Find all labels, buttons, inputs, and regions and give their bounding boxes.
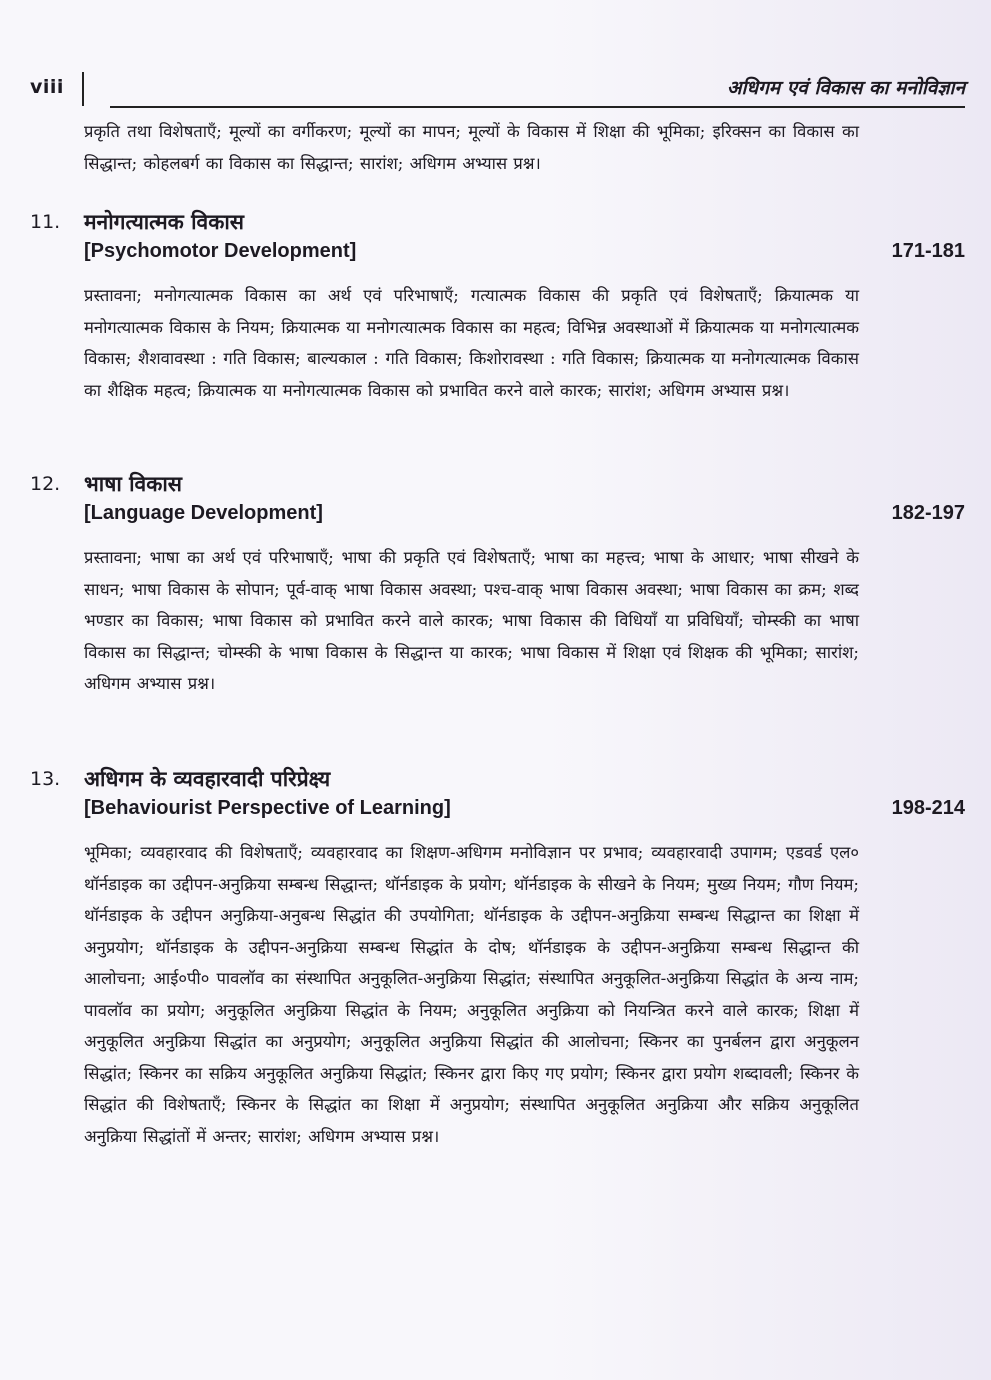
chapter-title-hindi: भाषा विकास (84, 472, 182, 496)
running-title: अधिगम एवं विकास का मनोविज्ञान (726, 77, 965, 99)
header-divider (82, 72, 84, 106)
chapter-title-hindi: अधिगम के व्यवहारवादी परिप्रेक्ष्य (84, 767, 331, 791)
chapter-page-range: 198-214 (891, 797, 965, 819)
chapter-title-english: [Language Development] (84, 502, 323, 524)
continued-chapter-description: प्रकृति तथा विशेषताएँ; मूल्यों का वर्गीकरण; मूल्यों का मापन; मूल्यों के विकास में शिक्षा की भूमिका; इरिक्सन का विकास का सिद्धान्त; कोहलबर्ग का विकास का सिद्धान्त; सारांश; अधिगम अभ्यास प्रश्न। (84, 122, 859, 173)
chapter-number: 13. (30, 768, 61, 790)
chapter-number: 11. (30, 211, 61, 233)
chapter-description: प्रस्तावना; मनोगत्यात्मक विकास का अर्थ एवं परिभाषाएँ; गत्यात्मक विकास की प्रकृति एवं विशेषताएँ; क्रियात्मक या मनोगत्यात्मक विकास के नियम; क्रियात्मक या मनोगत्यात्मक विकास का महत्व; विभिन्न अवस्थाओं में क्रियात्मक या मनोगत्यात्मक विकास; शैशवावस्था : गति विकास; बाल्यकाल : गति विकास; किशोरावस्था : गति विकास; क्रियात्मक या मनोगत्यात्मक विकास का शैक्षिक महत्व; क्रियात्मक या मनोगत्यात्मक विकास को प्रभावित करने वाले कारक; सारांश; अधिगम अभ्यास प्रश्न। (84, 286, 859, 400)
chapter-title-hindi: मनोगत्यात्मक विकास (84, 210, 244, 234)
chapter-number: 12. (30, 473, 61, 495)
chapter-page-range: 171-181 (891, 240, 965, 262)
page-number: viii (30, 76, 64, 98)
header-rule-line (110, 106, 965, 108)
chapter-title-english: [Psychomotor Development] (84, 240, 357, 262)
page-header (30, 72, 965, 106)
chapter-description: प्रस्तावना; भाषा का अर्थ एवं परिभाषाएँ; भाषा की प्रकृति एवं विशेषताएँ; भाषा का महत्त्व; भाषा के आधार; भाषा सीखने के साधन; भाषा विकास के सोपान; पूर्व-वाक् भाषा विकास अवस्था; पश्च-वाक् भाषा विकास अवस्था; भाषा विकास का क्रम; शब्द भण्डार का विकास; भाषा विकास को प्रभावित करने वाले कारक; भाषा विकास की विधियाँ या प्रविधियाँ; चोम्स्की का भाषा विकास का सिद्धान्त; चोम्स्की के भाषा विकास के सिद्धान्त या कारक; भाषा विकास में शिक्षा एवं शिक्षक की भूमिका; सारांश; अधिगम अभ्यास प्रश्न। (84, 548, 859, 693)
chapter-page-range: 182-197 (891, 502, 965, 524)
chapter-description: भूमिका; व्यवहारवाद की विशेषताएँ; व्यवहारवाद का शिक्षण-अधिगम मनोविज्ञान पर प्रभाव; व्यवहारवादी उपागम; एडवर्ड एल० थॉर्नडाइक का उद्दीपन-अनुक्रिया सम्बन्ध सिद्धान्त; थॉर्नडाइक के प्रयोग; थॉर्नडाइक के सीखने के नियम; मुख्य नियम; गौण नियम; थॉर्नडाइक के उद्दीपन अनुक्रिया-अनुबन्ध सिद्धांत की उपयोगिता; थॉर्नडाइक के उद्दीपन-अनुक्रिया सम्बन्ध सिद्धान्त का शिक्षा में अनुप्रयोग; थॉर्नडाइक के उद्दीपन-अनुक्रिया सम्बन्ध सिद्धांत के दोष; थॉर्नडाइक के उद्दीपन-अनुक्रिया सम्बन्ध सिद्धान्त की आलोचना; आई०पी० पावलॉव का संस्थापित अनुकूलित-अनुक्रिया सिद्धांत; संस्थापित अनुकूलित-अनुक्रिया सिद्धांत के अन्य नाम; पावलॉव का प्रयोग; अनुकूलित अनुक्रिया सिद्धांत के नियम; अनुकूलित अनुक्रिया को नियन्त्रित करने वाले कारक; शिक्षा में अनुकूलित अनुक्रिया सिद्धांत का अनुप्रयोग; अनुकूलित अनुक्रिया सिद्धांत की आलोचना; स्किनर का पुनर्बलन द्वारा अनुकूलन सिद्धांत; स्किनर का सक्रिय अनुकूलित अनुक्रिया सिद्धांत; स्किनर द्वारा किए गए प्रयोग; स्किनर द्वारा प्रयोग शब्दावली; स्किनर के सिद्धांत की विशेषताएँ; स्किनर के सिद्धांत का शिक्षा में अनुप्रयोग; संस्थापित अनुकूलित अनुक्रिया और सक्रिय अनुकूलित अनुक्रिया सिद्धांतों में अन्तर; सारांश; अधिगम अभ्यास प्रश्न। (84, 843, 860, 1146)
chapter-title-english: [Behaviourist Perspective of Learning] (84, 797, 451, 819)
